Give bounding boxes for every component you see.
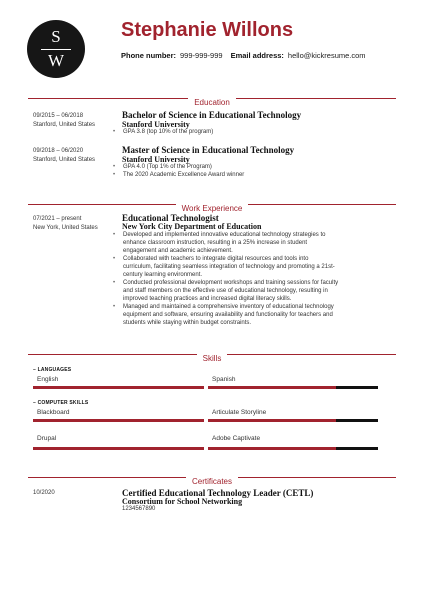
edu-2-degree: Master of Science in Educational Technology <box>122 145 295 155</box>
email-label: Email address: <box>230 51 284 60</box>
edu-2-location: Stanford, United States <box>33 157 96 163</box>
skill-name-drupal: Drupal <box>37 435 57 442</box>
contact-line <box>121 51 366 60</box>
languages-label: – LANGUAGES <box>33 367 72 373</box>
cert-1-issuer: Consortium for School Networking <box>122 497 243 506</box>
edu-2-dates: 09/2018 – 06/2020 <box>33 148 84 154</box>
certificates-heading: Certificates <box>0 471 424 489</box>
cert-1-title: Certified Educational Technology Leader (CETL) <box>122 488 314 498</box>
job-1-role: Educational Technologist <box>122 213 219 223</box>
edu-1-location: Stanford, United States <box>33 122 96 128</box>
monogram <box>27 20 85 78</box>
edu-2-school: Stanford University <box>122 155 190 164</box>
skill-bar-articulate <box>208 419 378 422</box>
edu-1-bullets <box>113 128 393 136</box>
edu-2-bullets <box>113 163 393 179</box>
skill-bar-drupal <box>33 447 204 450</box>
list-item: • Managed and maintained a comprehensive inventory of educational technology equipment and software, ensuring availability and functionality for teachers and students while staying within budget constraints. <box>113 303 393 327</box>
cert-1-id: 1234567890 <box>122 506 156 512</box>
skill-name-spanish: Spanish <box>212 376 236 383</box>
cert-1-date: 10/2020 <box>33 490 55 496</box>
job-1-location: New York, United States <box>33 225 98 231</box>
job-1-employer: New York City Department of Education <box>122 222 262 231</box>
list-item: • Conducted professional development workshops and training sessions for faculty and staff members on the effective use of educational technology, resulting in improved teaching practices and increased digital literacy skills. <box>113 279 393 303</box>
skill-name-articulate: Articulate Storyline <box>212 409 267 416</box>
edu-1-school: Stanford University <box>122 120 190 129</box>
candidate-name: Stephanie Willons <box>121 19 294 41</box>
list-item: • The 2020 Academic Excellence Award winner <box>113 171 393 179</box>
list-item: • Collaborated with teachers to integrate digital resources and tools into curriculum, facilitating seamless integration of technology and promoting a 21st- century learning environment. <box>113 255 393 279</box>
skill-name-english: English <box>37 376 59 383</box>
job-1-dates: 07/2021 – present <box>33 216 82 222</box>
monogram-initial-first: S <box>51 27 61 46</box>
edu-1-degree: Bachelor of Science in Educational Technology <box>122 110 302 120</box>
list-item: • Developed and implemented innovative educational technology strategies to enhance classroom instruction, resulting in a 25% increase in student engagement and academic achievement. <box>113 231 393 255</box>
skill-bar-spanish <box>208 386 378 389</box>
phone-label: Phone number: <box>121 51 177 60</box>
list-item: • GPA 3.8 (top 10% of the program) <box>113 128 393 136</box>
computer-skills-label: – COMPUTER SKILLS <box>33 400 89 406</box>
education-heading: Education <box>0 92 424 110</box>
skill-name-captivate: Adobe Captivate <box>212 435 261 442</box>
skill-bar-captivate <box>208 447 378 450</box>
job-1-bullets <box>113 231 393 327</box>
email-address[interactable]: hello@kickresume.com <box>287 51 366 60</box>
phone-number: 999-999-999 <box>180 51 223 60</box>
experience-heading: Work Experience <box>0 198 424 216</box>
monogram-divider <box>41 49 71 50</box>
skill-name-blackboard: Blackboard <box>37 409 70 416</box>
skill-bar-blackboard <box>33 419 204 422</box>
skill-bar-english <box>33 386 204 389</box>
list-item: • GPA 4.0 (Top 1% of the Program) <box>113 163 393 171</box>
skills-heading: Skills <box>0 348 424 366</box>
edu-1-dates: 09/2015 – 06/2018 <box>33 113 84 119</box>
monogram-initial-last: W <box>47 51 65 70</box>
